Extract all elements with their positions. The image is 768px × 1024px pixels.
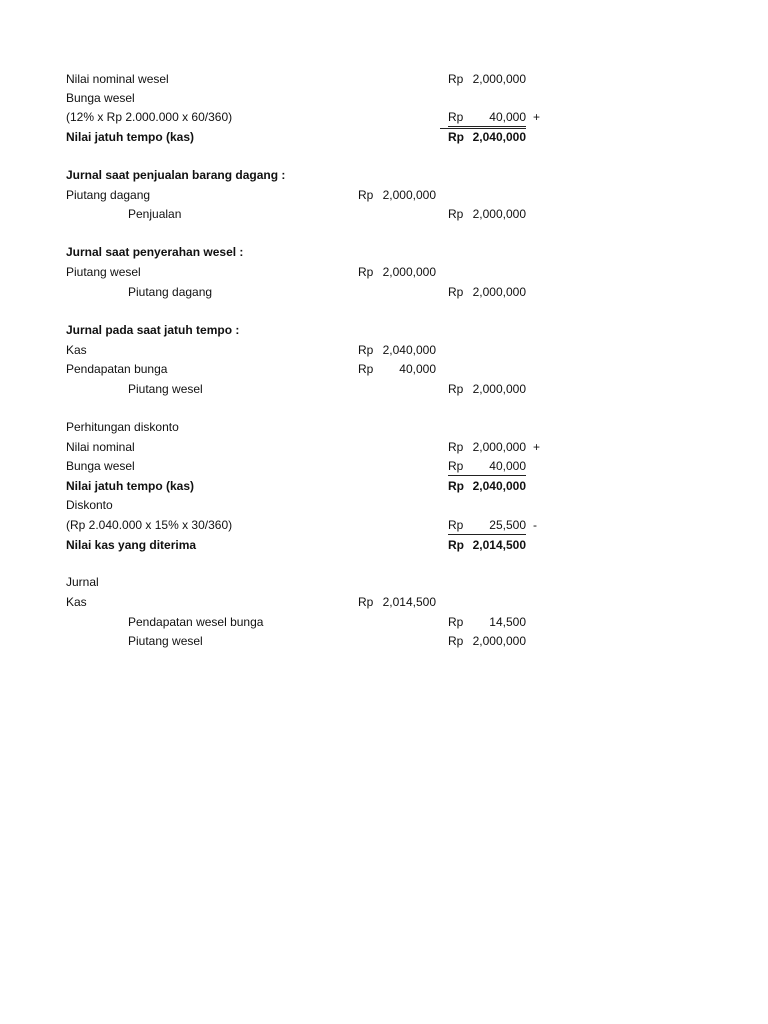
row-label: Pendapatan wesel bunga: [128, 615, 264, 629]
row-label: Jurnal saat penyerahan wesel :: [66, 245, 244, 259]
ledger-row: [0, 457, 768, 476]
ledger-row: [0, 263, 768, 282]
ledger-row: [0, 477, 768, 496]
row-label: Perhitungan diskonto: [66, 420, 179, 434]
currency-label: Rp: [448, 440, 464, 454]
ledger-row: [0, 516, 768, 535]
row-label: (12% x Rp 2.000.000 x 60/360): [66, 110, 233, 124]
ledger-row: [0, 89, 768, 108]
row-label: Nilai nominal: [66, 440, 135, 454]
currency-label: Rp: [358, 343, 374, 357]
ledger-row: [0, 341, 768, 360]
currency-label: Rp: [448, 382, 464, 396]
row-label: Jurnal pada saat jatuh tempo :: [66, 323, 240, 337]
row-label: Piutang wesel: [128, 634, 203, 648]
ledger-row: [0, 593, 768, 612]
row-label: Diskonto: [66, 498, 113, 512]
amount-value: 2,040,000: [472, 130, 526, 144]
ledger-row: [0, 243, 768, 262]
amount-value: 2,000,000: [472, 382, 526, 396]
amount-value: 2,040,000: [472, 479, 526, 493]
row-label: (Rp 2.040.000 x 15% x 30/360): [66, 518, 233, 532]
ledger-row: [0, 70, 768, 89]
amount-value: 2,000,000: [472, 634, 526, 648]
ledger-row: [0, 360, 768, 379]
amount-value: 2,000,000: [472, 72, 526, 86]
currency-label: Rp: [448, 207, 464, 221]
row-label: Bunga wesel: [66, 459, 135, 473]
operator-sign: -: [533, 518, 537, 532]
currency-label: Rp: [448, 518, 464, 532]
currency-label: Rp: [448, 615, 464, 629]
ledger-row: [0, 573, 768, 592]
amount-value: 2,014,500: [382, 595, 436, 609]
ledger-row: [0, 205, 768, 224]
ledger-row: [0, 613, 768, 632]
row-label: Piutang wesel: [128, 382, 203, 396]
row-label: Piutang dagang: [128, 285, 213, 299]
amount-value: 25,500: [489, 518, 526, 532]
ledger-row: [0, 536, 768, 555]
row-label: Kas: [66, 595, 87, 609]
credit-amount: [448, 108, 526, 127]
ledger-row: [0, 186, 768, 205]
ledger-row: [0, 496, 768, 515]
credit-amount: [448, 516, 526, 535]
currency-label: Rp: [448, 459, 464, 473]
amount-value: 2,014,500: [472, 538, 526, 552]
row-label: Penjualan: [128, 207, 182, 221]
currency-label: Rp: [448, 285, 464, 299]
amount-value: 2,000,000: [472, 440, 526, 454]
currency-label: Rp: [358, 265, 374, 279]
credit-amount: [448, 457, 526, 476]
currency-label: Rp: [448, 72, 464, 86]
amount-value: 2,000,000: [472, 207, 526, 221]
ledger-row: [0, 438, 768, 457]
amount-value: 2,000,000: [472, 285, 526, 299]
row-label: Nilai jatuh tempo (kas): [66, 479, 195, 493]
amount-value: 40,000: [489, 459, 526, 473]
row-label: Kas: [66, 343, 87, 357]
ledger-row: [0, 283, 768, 302]
ledger-row: [0, 418, 768, 437]
row-label: Bunga wesel: [66, 91, 135, 105]
row-label: Piutang wesel: [66, 265, 141, 279]
amount-value: 2,000,000: [382, 265, 436, 279]
amount-value: 14,500: [489, 615, 526, 629]
amount-value: 2,040,000: [382, 343, 436, 357]
amount-value: 40,000: [489, 110, 526, 124]
currency-label: Rp: [358, 362, 374, 376]
currency-label: Rp: [448, 538, 464, 552]
operator-sign: +: [533, 110, 541, 124]
currency-label: Rp: [448, 479, 464, 493]
row-label: Nilai kas yang diterima: [66, 538, 197, 552]
currency-label: Rp: [358, 188, 374, 202]
ledger-row: [0, 321, 768, 340]
operator-sign: +: [533, 440, 541, 454]
row-label: Jurnal: [66, 575, 99, 589]
amount-value: 2,000,000: [382, 188, 436, 202]
amount-value: 40,000: [399, 362, 436, 376]
row-label: Jurnal saat penjualan barang dagang :: [66, 168, 286, 182]
ledger-row: [0, 380, 768, 399]
currency-label: Rp: [358, 595, 374, 609]
currency-label: Rp: [448, 634, 464, 648]
ledger-row: [0, 108, 768, 127]
row-label: Nilai jatuh tempo (kas): [66, 130, 195, 144]
row-label: Nilai nominal wesel: [66, 72, 169, 86]
ledger-row: [0, 166, 768, 185]
currency-label: Rp: [448, 130, 464, 144]
ledger-row: [0, 128, 768, 147]
row-label: Piutang dagang: [66, 188, 151, 202]
row-label: Pendapatan bunga: [66, 362, 168, 376]
currency-label: Rp: [448, 110, 464, 124]
ledger-row: [0, 632, 768, 651]
